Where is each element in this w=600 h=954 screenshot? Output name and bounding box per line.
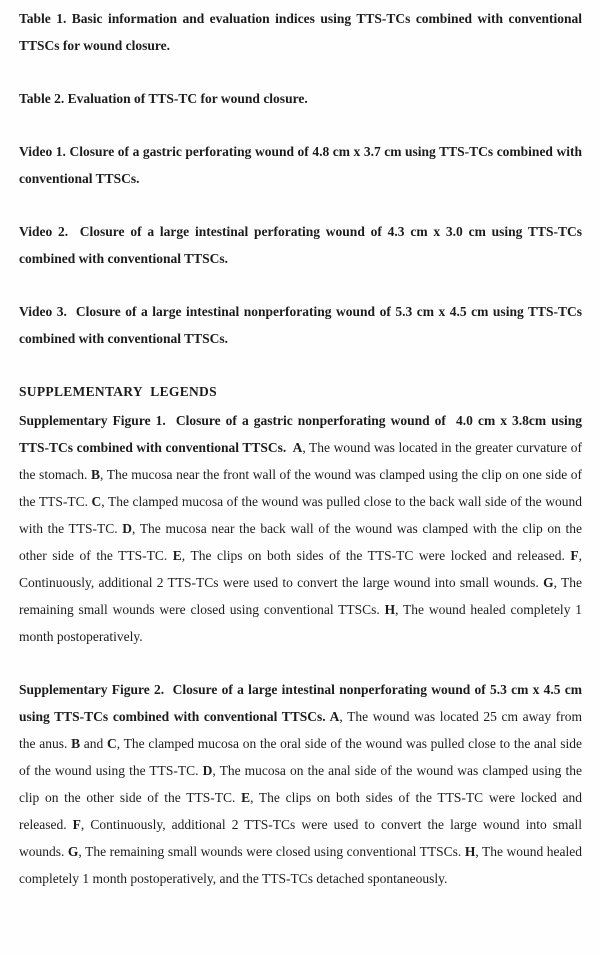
text-run: Video 2. Closure of a large intestinal perforating wound of 4.3 cm x 3.0 cm using TTS-TCs combined with conventional TTSCs. <box>19 224 582 266</box>
text-run: , Continuously, additional 2 TTS-TCs were used to convert the large wound into small wounds. <box>19 817 582 859</box>
text-run: SUPPLEMENTARY LEGENDS <box>19 384 217 399</box>
text-run: B <box>91 467 101 482</box>
table-2-caption <box>19 85 582 112</box>
text-run: , The remaining small wounds were closed using conventional TTSCs. <box>78 844 465 859</box>
text-run: F <box>72 817 81 832</box>
text-run: , The clamped mucosa on the oral side of the wound was pulled close to the anal side of the wound using the TTS-TC. <box>19 736 582 778</box>
text-run: , The wound was located 25 cm away from the anus. <box>19 709 582 751</box>
text-run: , The wound healed completely 1 month postoperatively, and the TTS-TCs detached spontaneously. <box>19 844 582 886</box>
text-run: H <box>384 602 396 617</box>
table-1-caption <box>19 5 582 59</box>
text-run: Table 1. Basic information and evaluation indices using TTS-TCs combined with conventional TTSCs for wound closure. <box>19 11 582 53</box>
text-run: , The mucosa near the back wall of the wound was clamped with the clip on the other side of the TTS-TC. <box>19 521 583 563</box>
text-run: Supplementary Figure 2. Closure of a large intestinal nonperforating wound of 5.3 cm x 4.5 cm using TTS-TCs combined with conventional TTSCs. <box>19 682 582 724</box>
text-run: , The clips on both sides of the TTS-TC were locked and released. <box>19 790 582 832</box>
video-3-caption <box>19 298 582 352</box>
text-run: , Continuously, additional 2 TTS-TCs were used to convert the large wound into small wounds. <box>19 548 582 590</box>
text-run: G <box>543 575 554 590</box>
text-run: A <box>329 709 340 724</box>
text-run: Video 1. Closure of a gastric perforating wound of 4.8 cm x 3.7 cm using TTS-TCs combined with conventional TTSCs. <box>19 144 582 186</box>
text-run: Supplementary Figure 1. Closure of a gastric nonperforating wound of 4.0 cm x 3.8cm using TTS-TCs combined with conventional TTSCs. <box>19 413 582 455</box>
text-run: , The wound healed completely 1 month postoperatively. <box>19 602 583 644</box>
supplementary-figure-1-legend <box>19 407 582 650</box>
text-run: , The remaining small wounds were closed using conventional TTSCs. <box>19 575 582 617</box>
text-run: F <box>570 548 579 563</box>
text-run: , The mucosa near the front wall of the wound was clamped using the clip on one side of the TTS-TC. <box>19 467 583 509</box>
text-run: Video 3. Closure of a large intestinal nonperforating wound of 5.3 cm x 4.5 cm using TTS-TCs combined with conventional TTSCs. <box>19 304 582 346</box>
supplementary-legends-heading <box>19 378 582 405</box>
text-run: B <box>71 736 81 751</box>
supplementary-figure-2-legend <box>19 676 582 892</box>
text-run: , The wound was located in the greater curvature of the stomach. <box>19 440 582 482</box>
text-run: G <box>67 844 79 859</box>
text-run: A <box>292 440 303 455</box>
text-run: C <box>91 494 102 509</box>
text-run: , The clamped mucosa of the wound was pulled close to the back wall side of the wound with the TTS-TC. <box>19 494 582 536</box>
text-run: D <box>202 763 213 778</box>
video-2-caption <box>19 218 582 272</box>
text-run: and <box>80 736 108 751</box>
video-1-caption <box>19 138 582 192</box>
text-run: E <box>172 548 182 563</box>
text-run: E <box>241 790 251 805</box>
text-run: Table 2. Evaluation of TTS-TC for wound closure. <box>19 91 308 106</box>
text-run: , The mucosa on the anal side of the wound was clamped using the clip on the other side of the TTS-TC. <box>19 763 582 805</box>
text-run: D <box>122 521 133 536</box>
document-body <box>19 5 582 892</box>
text-run: H <box>464 844 476 859</box>
text-run: C <box>107 736 117 751</box>
text-run: , The clips on both sides of the TTS-TC were locked and released. <box>181 548 571 563</box>
